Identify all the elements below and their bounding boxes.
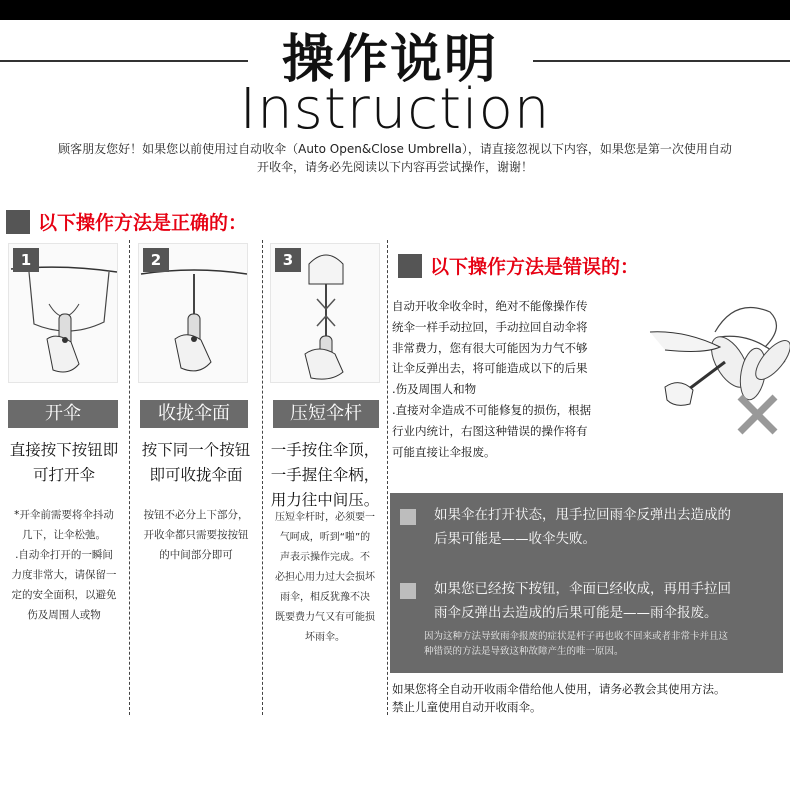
description-line: 一手按住伞顶， <box>270 441 380 459</box>
note-line: .自动伞打开的一瞬间 <box>15 549 113 561</box>
step-3-notes <box>263 508 387 648</box>
consequence-note <box>424 629 776 659</box>
description-line: 可打开伞 <box>32 466 95 484</box>
note-line: 的中间部分即可 <box>159 549 233 561</box>
page-subtitle: Instruction <box>239 77 551 142</box>
consequence-line: 如果伞在打开状态，甩手拉回雨伞反弹出去造成的 <box>434 507 731 523</box>
wrong-line: .伤及周围人和物 <box>392 382 477 397</box>
consequence-line: 如果您已经按下按钮，伞面已经收成，再用手拉回 <box>434 581 731 597</box>
step-number: 1 <box>13 248 39 272</box>
description-line: 用力往中间压。 <box>270 491 380 509</box>
note-line: 坏雨伞。 <box>305 632 345 643</box>
description-line: 一手握住伞柄， <box>270 466 380 484</box>
heading-square-icon <box>6 210 30 234</box>
heading-square-icon <box>398 254 422 278</box>
wrong-section-heading <box>398 252 639 279</box>
description-line: 即可收拢伞面 <box>149 466 243 484</box>
column-divider <box>387 240 388 715</box>
note-line: 声表示操作完成。不 <box>280 552 370 563</box>
step-1-label: 开伞 <box>8 400 118 428</box>
wrong-method-description <box>392 296 634 462</box>
step-number: 3 <box>275 248 301 272</box>
note-line: 力度非常大，请保留一 <box>11 569 117 581</box>
note-line: 压短伞杆时，必须要一 <box>275 512 375 523</box>
note-line: 按钮不必分上下部分， <box>143 509 249 521</box>
correct-section-heading <box>6 208 247 235</box>
step-1-illustration <box>8 243 118 383</box>
note-line: 既要费力气又有可能损 <box>275 612 375 623</box>
consequence-item-2 <box>400 577 775 629</box>
wrong-pull-back-x-icon <box>645 292 790 442</box>
note-line: 因为这种方法导致雨伞报废的症状是杆子再也收不回来或者非常卡并且这 <box>424 631 729 642</box>
description-line: 按下同一个按钮 <box>141 441 251 459</box>
consequence-text <box>434 577 779 625</box>
description-line: 直接按下按钮即 <box>9 441 119 459</box>
consequence-line: 雨伞反弹出去造成的后果可能是——雨伞报废。 <box>434 605 718 621</box>
wrong-heading-text: 以下操作方法是错误的： <box>430 256 640 278</box>
consequence-line: 后果可能是——收伞失败。 <box>434 531 596 547</box>
note-line: 几下，让伞松弛。 <box>22 529 106 541</box>
wrong-line: .直接对伞造成不可能修复的损伤，根据 <box>392 402 592 417</box>
note-line: 种错误的方法是导致这种故障产生的唯一原因。 <box>424 646 624 657</box>
footer-line: 禁止儿童使用自动开收雨伞。 <box>392 700 542 714</box>
step-3-label: 压短伞杆 <box>273 400 379 428</box>
intro-line: 顾客朋友您好！如果您以前使用过自动收伞（Auto Open&Close Umbrella），请直接忽视以下内容，如果您是第一次使用自动 <box>58 142 732 156</box>
wrong-line: 非常费力，您有很大可能因为力气不够 <box>392 340 588 355</box>
note-line: 气呵成，听到“啪”的 <box>279 532 371 543</box>
consequence-item-1 <box>400 503 775 555</box>
note-line: *开伞前需要将伞抖动 <box>14 509 114 521</box>
step-2-description <box>130 438 262 488</box>
bullet-square-icon <box>400 583 416 599</box>
note-line: 伤及周围人或物 <box>27 609 101 621</box>
bullet-square-icon <box>400 509 416 525</box>
title-rule-right <box>533 60 790 62</box>
wrong-line: 自动开收伞收伞时，绝对不能像操作传 <box>392 299 588 313</box>
consequence-box <box>390 493 783 673</box>
correct-heading-text: 以下操作方法是正确的： <box>38 212 248 234</box>
page-title: 操作说明 <box>281 30 498 90</box>
consequence-text <box>434 503 779 551</box>
step-1-notes <box>0 505 128 625</box>
wrong-line: 可能直接让伞报废。 <box>392 444 496 459</box>
wrong-line: 行业内统计，右图这种错误的操作将有 <box>392 423 588 438</box>
step-3-illustration <box>270 243 380 383</box>
wrong-line: 统伞一样手动拉回，手动拉回自动伞将 <box>392 319 588 334</box>
step-3-description <box>263 438 387 513</box>
step-2-illustration <box>138 243 248 383</box>
wrong-line: 让伞反弹出去，将可能造成以下的后果 <box>392 361 588 376</box>
note-line: 定的安全面积，以避免 <box>11 589 117 601</box>
step-2-label: 收拢伞面 <box>140 400 248 428</box>
top-bar <box>0 0 790 20</box>
title-rule-left <box>0 60 248 62</box>
wrong-method-illustration <box>645 292 790 442</box>
step-2-notes <box>130 505 262 565</box>
intro-text <box>0 140 790 176</box>
note-line: 开收伞都只需要按按钮 <box>143 529 249 541</box>
note-line: 必担心用力过大会损坏 <box>275 572 375 583</box>
step-number: 2 <box>143 248 169 272</box>
footer-warning <box>392 680 790 716</box>
note-line: 雨伞，相反犹豫不决 <box>280 592 370 603</box>
intro-line: 开收伞，请务必先阅读以下内容再尝试操作，谢谢！ <box>256 160 533 174</box>
step-1-description <box>0 438 128 488</box>
footer-line: 如果您将全自动开收雨伞借给他人使用，请务必教会其使用方法。 <box>392 682 726 696</box>
